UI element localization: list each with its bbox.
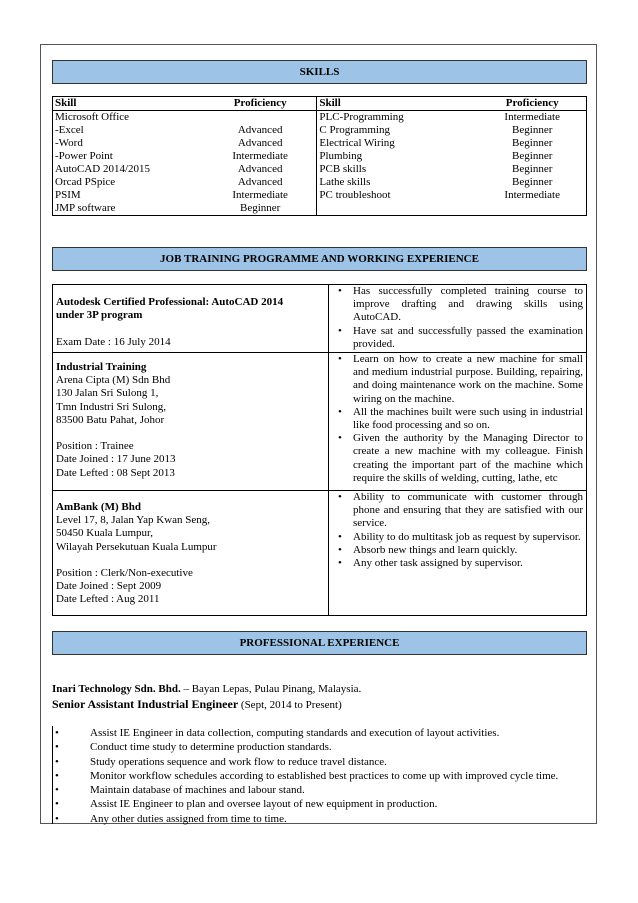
certification-title: Autodesk Certified Professional: AutoCAD 2014 [56,296,284,308]
list-item: • Conduct time study to determine production standards. [52,740,592,754]
list-item: • Any other duties assigned from time to time. [52,812,592,826]
skill-level: Beginner [512,137,553,149]
table-row [53,163,587,176]
skill-level: Advanced [237,163,283,175]
skill-name: AutoCAD 2014/2015 [55,163,151,175]
skill-level [204,111,317,125]
skill-level: Intermediate [504,111,560,123]
table-row [53,285,587,353]
entry-bullets [329,491,587,616]
skill-level: Beginner [512,150,553,162]
skill-name: C Programming [317,124,479,137]
exam-date: Exam Date : 16 July 2014 [56,335,171,348]
skills-header-row [53,97,587,111]
skill-name: PC troubleshoot [317,189,479,202]
skill-name: PLC-Programming [317,111,479,125]
list-item: • Study operations sequence and work flow to reduce travel distance. [52,755,592,769]
position: Position : Trainee [56,440,134,453]
list-item: • Assist IE Engineer in data collection, computing standards and execution of layout activities. [52,726,592,740]
date-joined: Date Joined : Sept 2009 [56,580,162,593]
list-item: • Ability to communicate with customer through phone and ensuring that they are satisfied with our service. [329,491,583,531]
list-item: • Have sat and successfully passed the examination provided. [329,325,583,351]
skill-level: Beginner [240,202,281,214]
skills-table [52,96,587,216]
list-item: • Given the authority by the Managing Director to create a new machine with my colleague. Finish creating the important part of the machine which require the skills of welding, cutting, lathe, etc [329,432,583,485]
professional-experience-header: PROFESSIONAL EXPERIENCE [52,631,587,655]
position: Position : Clerk/Non-executive [56,567,193,580]
address-line: Wilayah Persekutuan Kuala Lumpur [56,540,217,553]
address-line: Level 17, 8, Jalan Yap Kwan Seng, [56,514,210,527]
duties-list [52,726,592,826]
skill-name: Electrical Wiring [317,137,479,150]
skill-level: Beginner [512,163,553,175]
skill-name: PCB skills [317,163,479,176]
col-header-proficiency: Proficiency [478,97,586,111]
list-item: • Ability to do multitask job as request by supervisor. [329,531,583,544]
address-line: 50450 Kuala Lumpur, [56,527,154,540]
skill-level: Beginner [512,124,553,136]
col-header-skill: Skill [53,97,204,111]
entry-bullets [329,285,587,353]
company-location: – Bayan Lepas, Pulau Pinang, Malaysia. [180,683,362,695]
table-row [53,111,587,125]
company-line [52,683,361,695]
table-row [53,189,587,202]
list-item: • Assist IE Engineer to plan and oversee layout of new equipment in production. [52,797,592,811]
entry-bullets [329,353,587,491]
list-item: • Maintain database of machines and labour stand. [52,783,592,797]
skill-name: Plumbing [317,150,479,163]
table-row [53,124,587,137]
list-item: • Has successfully completed training course to improve drafting and drawing skills using AutoCAD. [329,285,583,325]
skill-level: Intermediate [232,189,288,201]
table-row [53,353,587,491]
list-item: • Monitor workflow schedules according to established best practices to come up with improved cycle time. [52,769,592,783]
date-joined: Date Joined : 17 June 2013 [56,453,176,466]
experience-table [52,284,587,616]
certification-program: under 3P program [56,309,143,322]
role-dates: (Sept, 2014 to Present) [238,699,342,711]
entry-details [53,491,329,616]
address-line: Tmn Industri Sri Sulong, [56,400,167,413]
date-left: Date Lefted : 08 Sept 2013 [56,466,175,479]
skill-level: Advanced [237,176,283,188]
table-row [53,202,587,216]
job-role: Senior Assistant Industrial Engineer [52,697,239,711]
skills-header: SKILLS [52,60,587,84]
skill-name: Orcad PSpice [55,176,116,188]
address-line: 83500 Batu Pahat, Johor [56,413,165,426]
skill-name [317,202,479,216]
entry-details [53,353,329,491]
skill-name: Microsoft Office [55,111,130,123]
skill-name: -Excel [55,124,84,136]
entry-details [53,285,329,353]
address-line: 130 Jalan Sri Sulong 1, [56,387,159,400]
table-row [53,491,587,616]
skill-name: JMP software [55,202,116,214]
skill-name: Lathe skills [317,176,479,189]
list-item: • Any other task assigned by supervisor. [329,557,583,570]
skill-level: Intermediate [232,150,288,162]
role-line [52,697,342,712]
skill-level: Intermediate [504,189,560,201]
list-item: • Learn on how to create a new machine for small and medium industrial purpose. Building, repairing, and doing maintenance work on the machine. Some wiring on the machine. [329,353,583,406]
company-name: Inari Technology Sdn. Bhd. [52,683,181,695]
company-name: Arena Cipta (M) Sdn Bhd [56,374,171,387]
table-row [53,150,587,163]
date-left: Date Lefted : Aug 2011 [56,593,160,606]
skill-name: PSIM [55,189,81,201]
skill-name: -Word [55,137,83,149]
skill-level: Advanced [237,137,283,149]
skill-level [478,202,586,216]
list-item: • Absorb new things and learn quickly. [329,544,583,557]
col-header-proficiency: Proficiency [204,97,317,111]
entry-title: Industrial Training [56,361,147,373]
table-row [53,176,587,189]
job-training-header: JOB TRAINING PROGRAMME AND WORKING EXPERIENCE [52,247,587,271]
company-name: AmBank (M) Bhd [56,501,141,513]
skill-level: Advanced [237,124,283,136]
col-header-skill: Skill [317,97,479,111]
skill-name: -Power Point [55,150,113,162]
skill-level: Beginner [512,176,553,188]
list-item: • All the machines built were such using in industrial like food processing and so on. [329,406,583,432]
table-row [53,137,587,150]
